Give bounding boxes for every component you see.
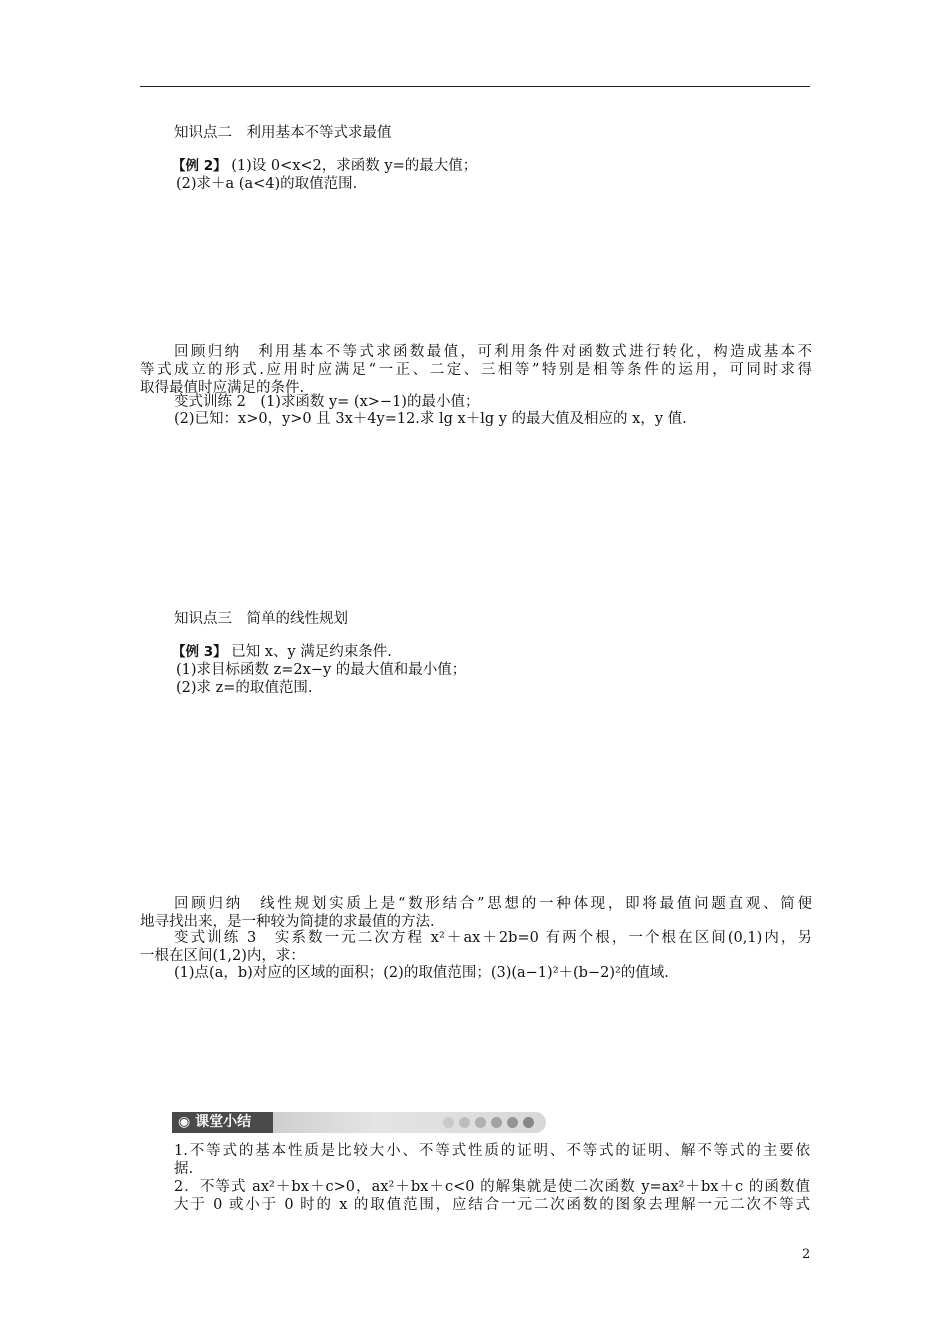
- review-2-line-3: 取得最值时应满足的条件.: [140, 380, 305, 396]
- summary-line-1: 1.不等式的基本性质是比较大小、不等式性质的证明、不等式的证明、解不等式的主要依: [174, 1143, 810, 1159]
- section-title-3: 知识点三 简单的线性规划: [174, 611, 348, 627]
- review-2-line-2: 等式成立的形式.应用时应满足“一正、二定、三相等”特别是相等条件的运用，可同时求得: [140, 362, 812, 378]
- variant-2-line-2: (2)已知：x>0，y>0 且 3x＋4y=12.求 lg x＋lg y 的最大值及相应的 x，y 值.: [174, 411, 687, 427]
- variant-3-line-2: 一根在区间(1,2)内，求：: [140, 948, 305, 964]
- decor-dot: [443, 1117, 454, 1128]
- summary-line-3: 2．不等式 ax²＋bx＋c>0，ax²＋bx＋c<0 的解集就是使二次函数 y=ax²＋bx＋c 的函数值: [174, 1179, 810, 1195]
- example-3-line-3: (2)求 z=的取值范围.: [176, 680, 313, 696]
- variant-3-line-3: (1)点(a，b)对应的区域的面积；(2)的取值范围；(3)(a−1)²＋(b−2)²的值域.: [174, 965, 669, 981]
- variant-2-line-1: 变式训练 2 (1)求函数 y= (x>−1)的最小值；: [174, 394, 480, 410]
- summary-line-2: 据.: [174, 1161, 194, 1177]
- summary-header-title: ◉ 课堂小结: [178, 1114, 252, 1130]
- decor-dot: [507, 1117, 518, 1128]
- example-3-text-1: 已知 x、y 满足约束条件.: [226, 644, 392, 660]
- page-number: 2: [802, 1247, 811, 1262]
- example-2-line-1: [172, 157, 477, 175]
- summary-line-4: 大于 0 或小于 0 时的 x 的取值范围，应结合一元二次函数的图象去理解一元二次不等式: [174, 1197, 810, 1213]
- example-3-line-1: [172, 643, 392, 661]
- decor-dot: [459, 1117, 470, 1128]
- example-2-label: 【例 2】: [172, 158, 227, 174]
- summary-header-bar: [172, 1112, 546, 1133]
- decor-dot: [475, 1117, 486, 1128]
- decor-dot: [523, 1117, 534, 1128]
- review-2-line-1: 回顾归纳 利用基本不等式求函数最值，可利用条件对函数式进行转化，构造成基本不: [174, 344, 812, 360]
- example-2-line-2: (2)求＋a (a<4)的取值范围.: [176, 176, 358, 192]
- review-3-line-1: 回顾归纳 线性规划实质上是“数形结合”思想的一种体现，即将最值问题直观、简便: [174, 896, 812, 912]
- example-2-text-1: (1)设 0<x<2，求函数 y=的最大值；: [226, 158, 478, 174]
- review-3-line-2: 地寻找出来，是一种较为简捷的求最值的方法.: [140, 914, 435, 930]
- summary-decor-dots: [443, 1117, 534, 1128]
- example-3-label: 【例 3】: [172, 644, 227, 660]
- header-rule: [140, 86, 810, 87]
- variant-3-line-1: 变式训练 3 实系数一元二次方程 x²＋ax＋2b=0 有两个根，一个根在区间(0,1)内，另: [174, 930, 812, 946]
- example-3-line-2: (1)求目标函数 z=2x−y 的最大值和最小值；: [176, 662, 467, 678]
- decor-dot: [491, 1117, 502, 1128]
- section-title-2: 知识点二 利用基本不等式求最值: [174, 125, 392, 141]
